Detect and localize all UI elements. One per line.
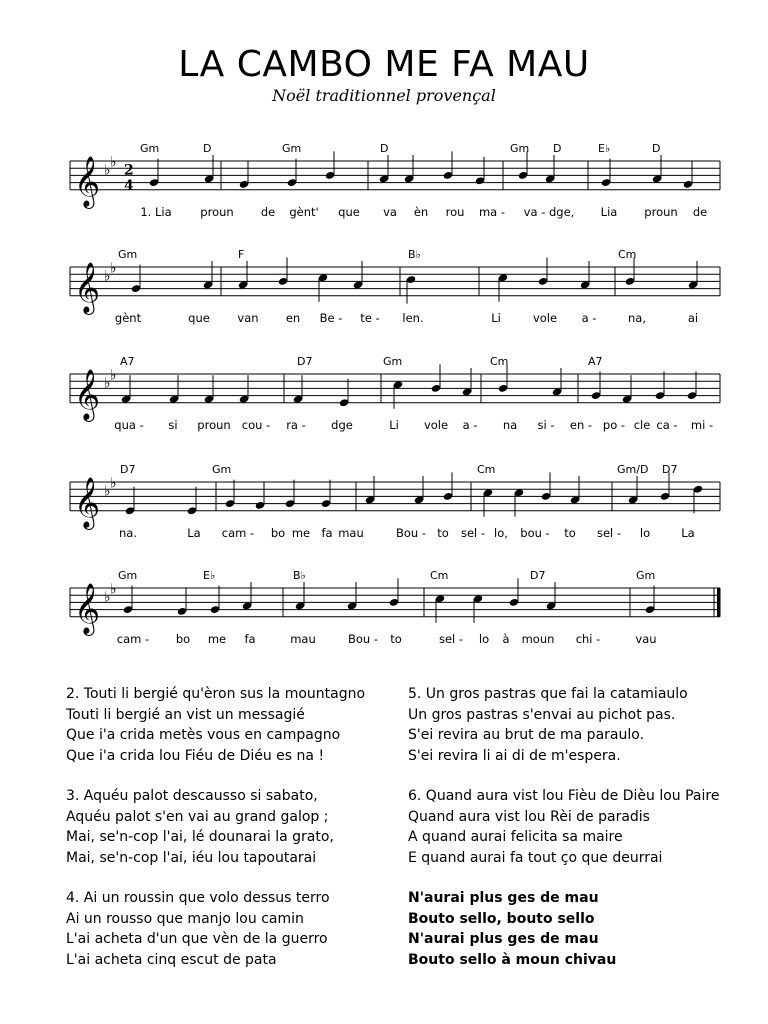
lyric-syllable: len. (402, 311, 424, 325)
chord-symbol: Gm/D (617, 463, 649, 476)
lyric-syllable: sel - (460, 526, 486, 540)
chord-symbol: D7 (530, 569, 546, 582)
lyric-syllable: fa (321, 526, 333, 540)
lyric-syllable: La (187, 526, 201, 540)
chord-symbol: A7 (120, 355, 135, 368)
lyric-syllable: vole (423, 418, 449, 432)
chord-symbol: D (380, 142, 389, 155)
treble-clef-icon: 𝄞 (74, 155, 101, 207)
lyric-syllable: Li (389, 418, 399, 432)
lyric-syllable: a - (581, 311, 597, 325)
lyric-syllable: en - (569, 418, 593, 432)
verse (408, 786, 748, 868)
verse-line: 4. Ai un roussin que volo dessus terro (66, 890, 330, 906)
flat-icon: ♭ (110, 367, 117, 384)
lyric-syllable: à (502, 632, 510, 646)
chord-symbol: D (203, 142, 212, 155)
chord-symbol: B♭ (408, 248, 421, 261)
flat-icon: ♭ (104, 375, 111, 392)
treble-clef-icon: 𝄞 (74, 476, 101, 528)
verse (66, 786, 406, 868)
lyric-syllable: va (383, 205, 397, 219)
chord-symbol: Cm (477, 463, 496, 476)
lyric-syllable: que (338, 205, 360, 219)
chord-symbol: E♭ (598, 142, 611, 155)
time-signature-top: 2 (124, 162, 134, 179)
verse-line: S'ei revira li ai di de m'espera. (408, 747, 621, 764)
verse-line: Que i'a crida metès vous en campagno (66, 727, 341, 743)
lyric-syllable: te - (360, 311, 380, 325)
lyric-syllable: lo (478, 632, 490, 646)
lyric-syllable: na (502, 418, 518, 432)
flat-icon: ♭ (110, 260, 117, 277)
lyric-syllable: ai (687, 311, 699, 325)
chord-symbol: Gm (383, 355, 403, 368)
lyric-syllable: chi - (575, 632, 601, 646)
lyric-syllable: ca - (656, 418, 678, 432)
verse-line: A quand aurai felicita sa maire (408, 829, 623, 845)
verse-line: L'ai acheta d'un que vèn de la guerro (66, 931, 328, 947)
lyric-syllable: La (681, 526, 695, 540)
lyric-syllable: rou (445, 205, 465, 219)
lyric-syllable: vau (635, 632, 657, 646)
verse-line: Que i'a crida lou Fiéu de Diéu es na ! (66, 747, 325, 764)
chord-symbol: Gm (510, 142, 530, 155)
verse-line: S'ei revira au brut de ma paraulo. (408, 727, 645, 743)
lyric-syllable: si - (537, 418, 555, 432)
lyric-syllable: po - (602, 418, 626, 432)
lyric-syllable: en (285, 311, 301, 325)
lyric-syllable: lo, (494, 526, 508, 540)
lyric-syllable: qua - (114, 418, 144, 432)
chord-symbol: Cm (618, 248, 637, 261)
lyric-syllable: moun (521, 632, 555, 646)
flat-icon: ♭ (110, 475, 117, 492)
chord-symbol: Cm (430, 569, 449, 582)
chord-symbol: B♭ (293, 569, 306, 582)
flat-icon: ♭ (110, 154, 117, 171)
lyric-syllable: bo (175, 632, 191, 646)
verse-line: E quand aurai fa tout ço que deurrai (408, 849, 663, 866)
verse-line: Bouto sello, bouto sello (408, 910, 595, 927)
lyric-syllable: vole (532, 311, 558, 325)
verse-line: Mai, se'n-cop l'ai, lé dounarai la grato, (66, 829, 334, 845)
lyric-syllable: Bou - (395, 526, 427, 540)
verse-line: Mai, se'n-cop l'ai, iéu lou tapoutarai (66, 849, 317, 866)
lyric-syllable: a - (462, 418, 478, 432)
lyric-syllable: mi - (690, 418, 714, 432)
lyric-syllable: de (692, 205, 708, 219)
chord-symbol: D (553, 142, 562, 155)
verse-line: N'aurai plus ges de mau (408, 931, 599, 947)
time-signature-bottom: 4 (124, 177, 134, 194)
final-bar-line (717, 588, 721, 617)
lyric-syllable: Be - (319, 311, 343, 325)
chord-symbol: D7 (297, 355, 313, 368)
flat-icon: ♭ (104, 483, 111, 500)
verse-line: Quand aura vist lou Rèi de paradis (408, 808, 650, 825)
flat-icon: ♭ (104, 268, 111, 285)
verse-line: 3. Aquéu palot descausso si sabato, (66, 788, 318, 804)
chord-symbol: Gm (118, 248, 138, 261)
chord-symbol: Gm (636, 569, 656, 582)
lyric-syllable: sel - (438, 632, 464, 646)
refrain (408, 888, 748, 970)
lyric-syllable: mau (290, 632, 316, 646)
staff (0, 247, 768, 317)
verse-line: N'aurai plus ges de mau (408, 890, 599, 906)
chord-symbol: Gm (118, 569, 138, 582)
lyric-syllable: van (237, 311, 259, 325)
verse-line: 5. Un gros pastras que fai la catamiaulo (408, 686, 688, 702)
lyric-syllable: to (564, 526, 576, 540)
flat-icon: ♭ (104, 162, 111, 179)
verse-line: 6. Quand aura vist lou Fièu de Dièu lou Paire (408, 788, 720, 804)
lyric-syllable: èn (413, 205, 429, 219)
verse-line: Touti li bergié an vist un messagié (66, 706, 305, 723)
lyric-syllable: proun (200, 205, 234, 219)
lyric-syllable: to (390, 632, 402, 646)
treble-clef-icon: 𝄞 (74, 261, 101, 313)
chord-symbol: Gm (140, 142, 160, 155)
lyric-syllable: proun (197, 418, 231, 432)
lyric-syllable: proun (644, 205, 678, 219)
flat-icon: ♭ (104, 589, 111, 606)
staff (0, 354, 768, 424)
verse-line: Ai un rousso que manjo lou camin (66, 910, 304, 927)
lyric-syllable: que (188, 311, 210, 325)
lyric-syllable: sel - (596, 526, 622, 540)
lyric-syllable: me (207, 632, 227, 646)
lyric-syllable: va - dge, (523, 205, 575, 219)
lyric-syllable: ra - (286, 418, 306, 432)
lyric-syllable: gènt' (289, 205, 319, 219)
lyric-syllable: si (168, 418, 178, 432)
verse-line: Un gros pastras s'envai au pichot pas. (408, 706, 676, 723)
song-title: LA CAMBO ME FA MAU (178, 44, 590, 85)
lyric-syllable: na, (628, 311, 646, 325)
staff (0, 568, 768, 638)
chord-symbol: D7 (662, 463, 678, 476)
lyric-syllable: na. (119, 526, 137, 540)
lyric-syllable: bo (270, 526, 286, 540)
verse-line: 2. Touti li bergié qu'èron sus la mountagno (66, 686, 366, 702)
chord-symbol: Gm (212, 463, 232, 476)
verse (66, 888, 406, 970)
lyric-syllable: me (291, 526, 311, 540)
song-subtitle: Noël traditionnel provençal (272, 86, 496, 105)
staff (0, 462, 768, 532)
verse (66, 684, 406, 766)
lyric-syllable: 1. Lia (140, 205, 172, 219)
lyric-syllable: fa (244, 632, 256, 646)
lyric-syllable: gènt (114, 311, 142, 325)
chord-symbol: F (238, 248, 245, 261)
lyric-syllable: cle (633, 418, 651, 432)
chord-symbol: D7 (120, 463, 136, 476)
chord-symbol: E♭ (203, 569, 216, 582)
verses-left-column (66, 684, 406, 990)
verses-right-column (408, 684, 748, 990)
lyric-syllable: lo (639, 526, 651, 540)
chord-symbol: Cm (490, 355, 509, 368)
verse-line: L'ai acheta cinq escut de pata (66, 951, 277, 968)
lyric-syllable: de (260, 205, 276, 219)
verse (408, 684, 748, 766)
lyric-syllable: cam - (116, 632, 150, 646)
lyric-syllable: to (437, 526, 449, 540)
verse-line: Aquéu palot s'en vai au grand galop ; (66, 808, 329, 825)
treble-clef-icon: 𝄞 (74, 582, 101, 634)
chord-symbol: D (652, 142, 661, 155)
verse-line: Bouto sello à moun chivau (408, 951, 617, 968)
lyric-syllable: mau (338, 526, 364, 540)
lyric-syllable: cou - (241, 418, 271, 432)
lyric-syllable: bou - (520, 526, 550, 540)
chord-symbol: Gm (282, 142, 302, 155)
chord-symbol: A7 (588, 355, 603, 368)
lyric-syllable: Li (491, 311, 501, 325)
staff (0, 141, 768, 211)
lyric-syllable: Bou - (347, 632, 379, 646)
flat-icon: ♭ (110, 581, 117, 598)
lyric-syllable: Lia (600, 205, 618, 219)
lyric-syllable: ma - (478, 205, 506, 219)
lyric-syllable: dge (331, 418, 353, 432)
lyric-syllable: cam - (221, 526, 255, 540)
treble-clef-icon: 𝄞 (74, 368, 101, 420)
